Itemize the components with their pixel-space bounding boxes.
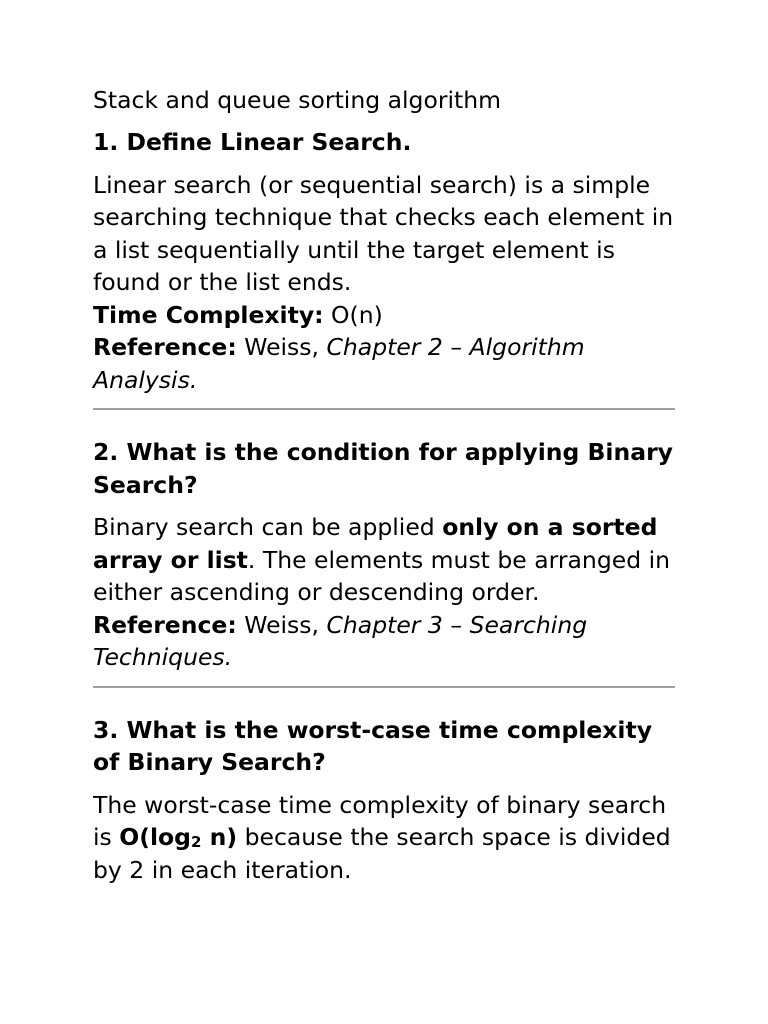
- reference-source: Chapter 3 – Searching Techniques.: [93, 610, 588, 671]
- question-1-heading: 1. Define Linear Search.: [93, 128, 412, 156]
- question-1-answer: Linear search (or sequential search) is a simple searching technique that checks each element in a list sequentially until the target element is found or the list ends.: [93, 170, 674, 296]
- complexity-value: O(n): [323, 300, 383, 329]
- reference-author: Weiss,: [236, 333, 327, 361]
- answer-text-continued: . The elements must be arranged in either ascending or descending order.: [93, 545, 671, 606]
- formula-suffix: n): [201, 823, 238, 851]
- reference-author: Weiss,: [236, 610, 327, 639]
- answer-text-continued: because the search space is divided by 2 in each iteration.: [93, 823, 671, 884]
- question-2-answer: [93, 511, 675, 609]
- answer-text: The worst-case time complexity of binary search is: [93, 790, 667, 851]
- section-divider: [93, 408, 675, 410]
- section-divider: [93, 686, 675, 688]
- question-2: [93, 436, 675, 674]
- complexity-label: Time Complexity:: [93, 300, 324, 329]
- question-1: [93, 126, 675, 396]
- question-2-heading: 2. What is the condition for applying Binary Search?: [93, 438, 673, 499]
- question-3-heading: 3. What is the worst-case time complexity of Binary Search?: [93, 715, 653, 776]
- question-1-reference: [93, 331, 675, 396]
- reference-label: Reference:: [93, 333, 237, 361]
- question-1-complexity: [93, 299, 675, 332]
- formula-prefix: O(log: [119, 823, 191, 851]
- answer-text: Binary search can be applied: [93, 513, 443, 541]
- question-3-answer: [93, 789, 675, 887]
- formula-subscript: 2: [191, 833, 202, 851]
- reference-source: Chapter 2 – Algorithm Analysis.: [93, 333, 585, 394]
- reference-label: Reference:: [93, 610, 237, 639]
- answer-emphasis: only on a sorted array or list: [93, 513, 658, 574]
- question-3: [93, 714, 675, 887]
- complexity-formula: [119, 823, 237, 851]
- document-title: Stack and queue sorting algorithm: [93, 86, 502, 114]
- question-2-reference: [93, 609, 675, 674]
